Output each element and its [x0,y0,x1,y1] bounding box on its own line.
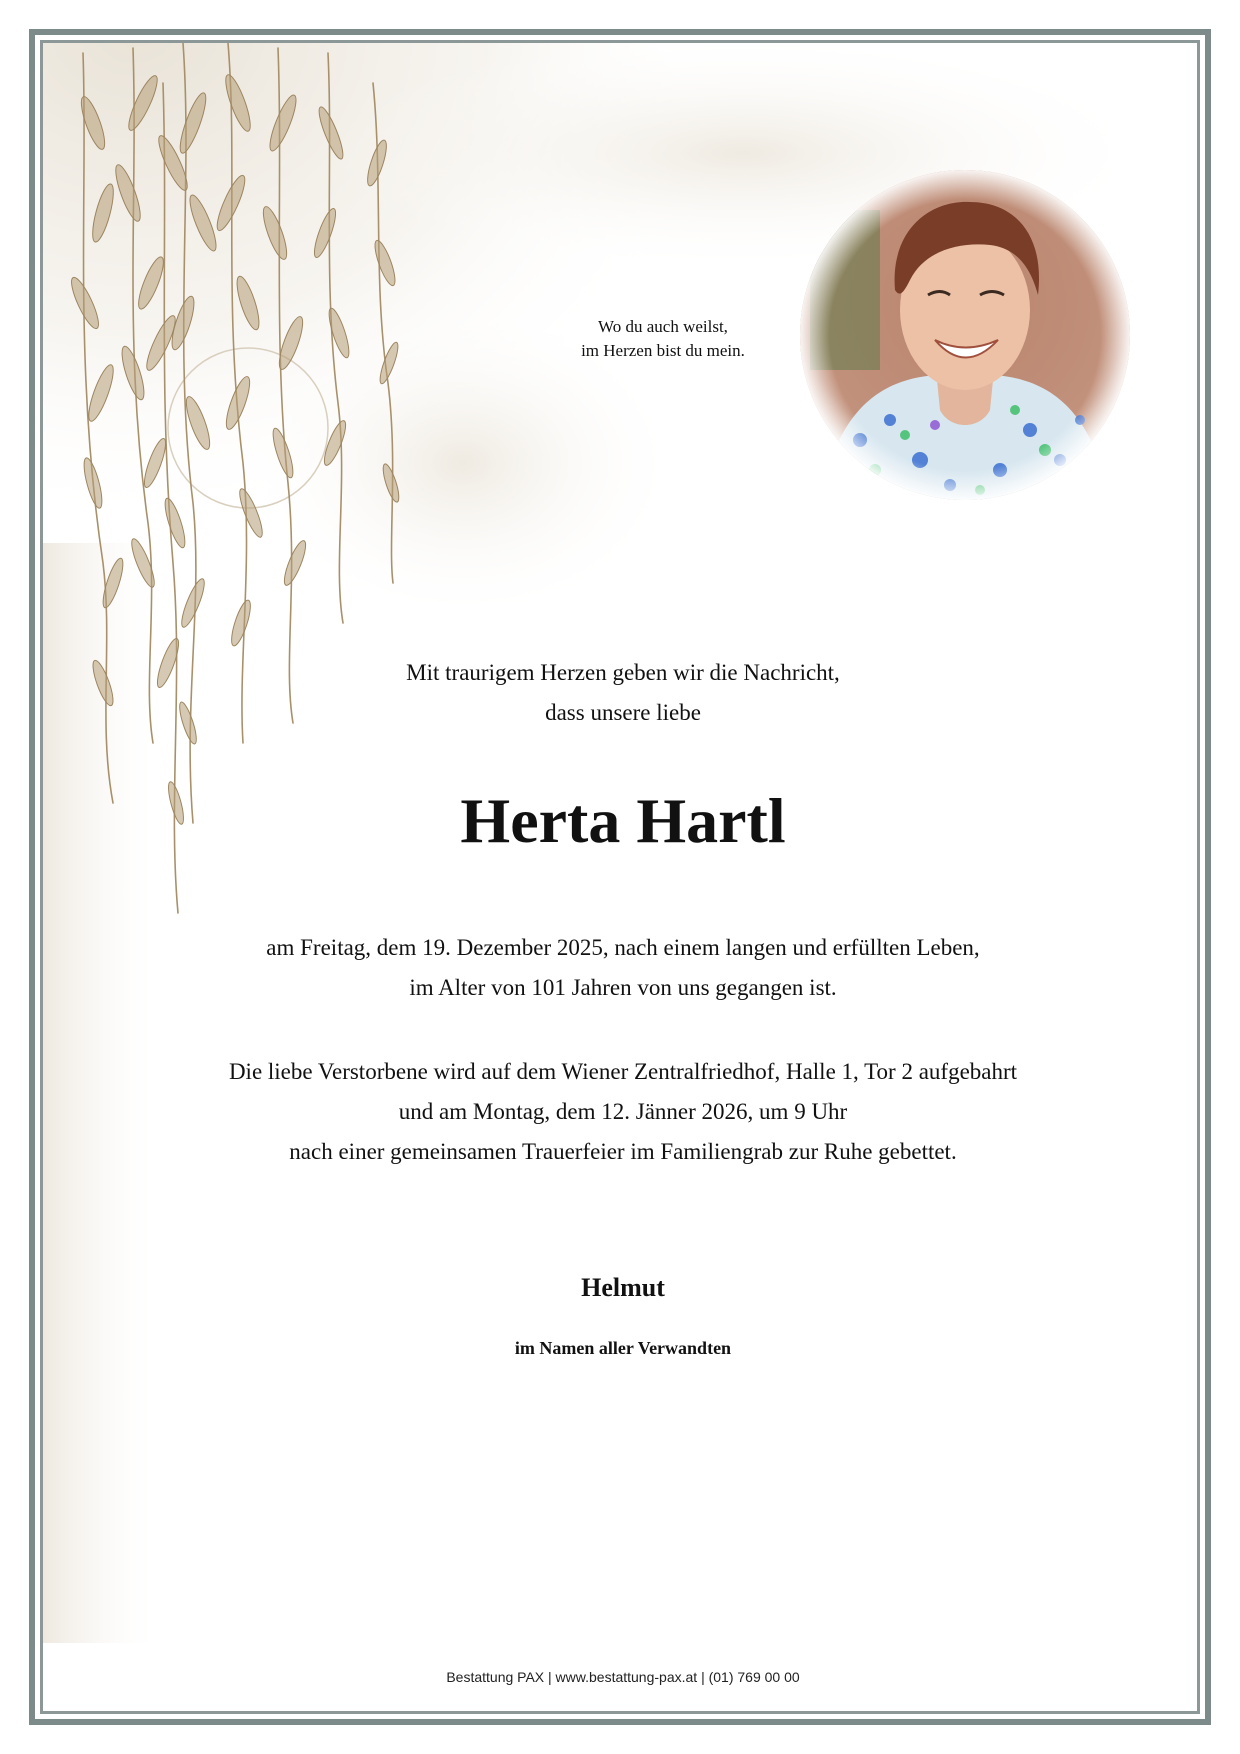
intro-line-2: dass unsere liebe [545,700,701,725]
footer-contact: Bestattung PAX | www.bestattung-pax.at | (01) 769 00 00 [446,1669,800,1685]
motto-line-2: im Herzen bist du mein. [581,341,745,360]
motto [513,315,813,363]
obituary-page [40,40,1200,1714]
funeral-line-3: nach einer gemeinsamen Trauerfeier im Familiengrab zur Ruhe gebettet. [289,1139,957,1164]
funeral-line-2: und am Montag, dem 12. Jänner 2026, um 9 Uhr [398,1099,848,1124]
intro-line-1: Mit traurigem Herzen geben wir die Nachricht, [406,660,840,685]
details-line-2: im Alter von 101 Jahren von uns gegangen ist. [409,975,837,1000]
motto-line-1: Wo du auch weilst, [598,317,728,336]
funeral-details [43,1052,1200,1172]
signer-name: Helmut [581,1273,665,1302]
details-line-1: am Freitag, dem 19. Dezember 2025, nach einem langen und erfüllten Leben, [266,935,980,960]
portrait-photo [800,170,1130,500]
signer-note: im Namen aller Verwandten [514,1338,732,1358]
deceased-name: Herta Hartl [460,785,786,856]
funeral-line-1: Die liebe Verstorbene wird auf dem Wiener Zentralfriedhof, Halle 1, Tor 2 aufgebahrt [228,1059,1018,1084]
intro-text [43,653,1200,733]
death-details [43,928,1200,1008]
